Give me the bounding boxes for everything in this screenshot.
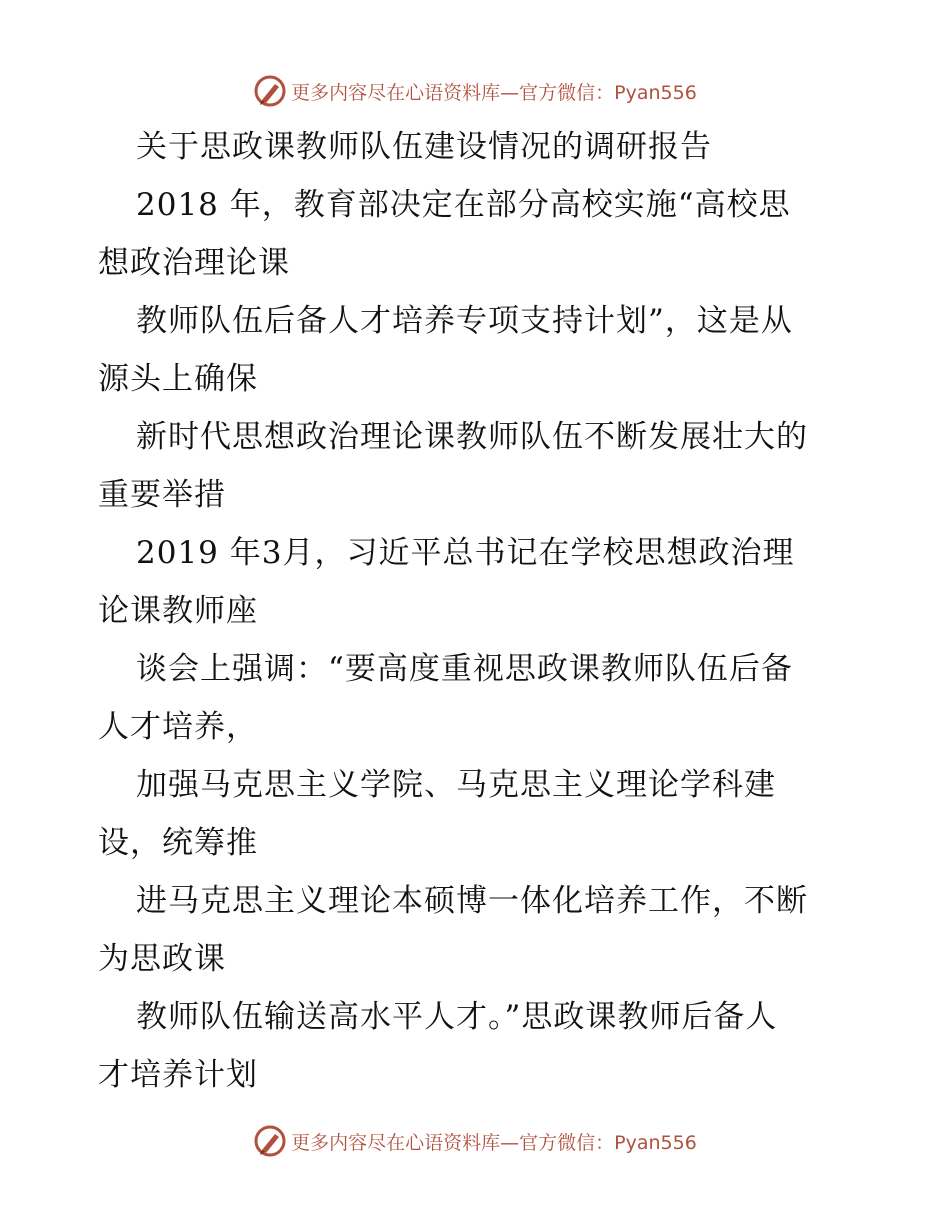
text-line: 人才培养， [98,709,258,745]
text-line: 教师队伍输送高水平人才。”思政课教师后备人 [136,999,778,1035]
footer-watermark-banner [0,1121,950,1161]
header-watermark-banner [0,71,950,111]
text-line: 2018 年，教育部决定在部分高校实施“高校思 [136,187,791,223]
text-line: 进马克思主义理论本硕博一体化培养工作，不断 [136,883,808,919]
banner-text: 更多内容尽在心语资料库—官方微信：Pyan556 [291,1131,697,1154]
text-line: 2019 年3月，习近平总书记在学校思想政治理 [136,535,795,571]
text-line: 教师队伍后备人才培养专项支持计划”，这是从 [136,303,793,339]
text-line: 源头上确保 [98,361,258,397]
text-line: 设，统筹推 [98,825,258,861]
text-line: 想政治理论课 [98,245,290,281]
text-line: 新时代思想政治理论课教师队伍不断发展壮大的 [136,419,808,455]
text-line: 才培养计划 [98,1057,258,1093]
pen-circle-logo-icon [253,74,287,108]
banner-text: 更多内容尽在心语资料库—官方微信：Pyan556 [291,81,697,104]
text-line: 为思政课 [98,941,226,977]
text-line: 关于思政课教师队伍建设情况的调研报告 [136,129,712,165]
pen-circle-logo-icon [253,1124,287,1158]
text-line: 论课教师座 [98,593,258,629]
text-line: 重要举措 [98,477,226,513]
text-line: 加强马克思主义学院、马克思主义理论学科建 [136,767,776,803]
document-body [98,118,858,1104]
text-line: 谈会上强调：“要高度重视思政课教师队伍后备 [136,651,793,687]
